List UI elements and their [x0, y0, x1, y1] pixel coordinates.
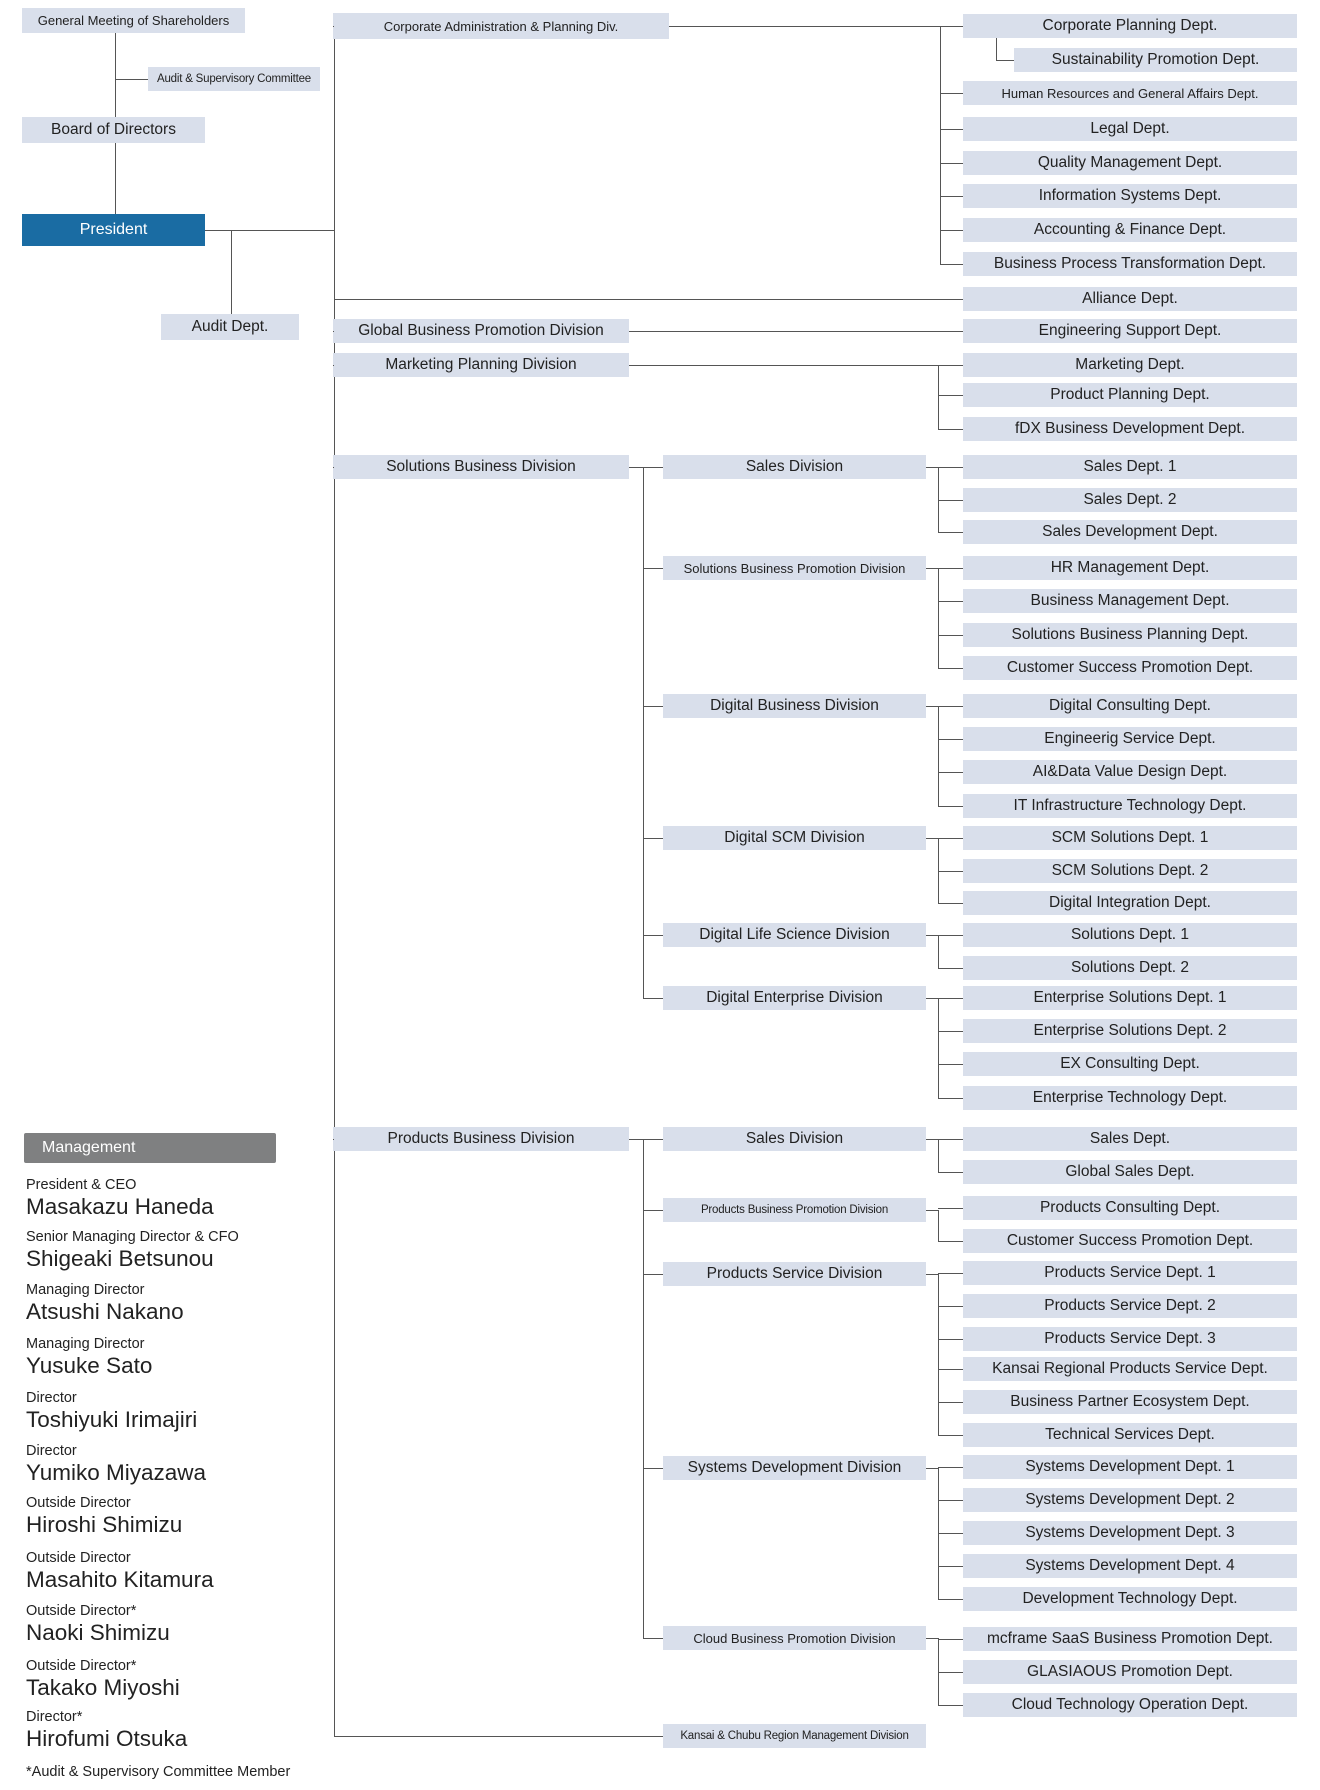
management-member-name: Masakazu Haneda	[26, 1194, 214, 1219]
connector-line	[938, 706, 963, 707]
connector-line	[938, 838, 963, 839]
connector-line	[938, 1210, 939, 1241]
connector-line	[938, 532, 963, 533]
management-member-name: Hirofumi Otsuka	[26, 1726, 188, 1751]
connector-line	[938, 1402, 963, 1403]
connector-line	[938, 365, 939, 429]
connector-line	[940, 93, 963, 94]
products-dept-box-0-1: Global Sales Dept.	[963, 1160, 1297, 1184]
solutions-dept-box-1-0: HR Management Dept.	[963, 556, 1297, 580]
connector-line	[938, 998, 939, 1098]
connector-line	[938, 772, 963, 773]
solutions-dept-box-2-0: Digital Consulting Dept.	[963, 694, 1297, 718]
solutions-dept-box-3-0: SCM Solutions Dept. 1	[963, 826, 1297, 850]
connector-line	[938, 1672, 963, 1673]
products-dept-box-4-1: GLASIAOUS Promotion Dept.	[963, 1660, 1297, 1684]
solutions-sub-division-box-2: Digital Business Division	[663, 694, 926, 718]
connector-line	[938, 568, 939, 668]
connector-line	[938, 935, 963, 936]
connector-line	[333, 365, 334, 366]
products-sub-division-box-4: Cloud Business Promotion Division	[663, 1626, 926, 1650]
connector-line	[231, 230, 232, 314]
connector-line	[940, 129, 963, 130]
connector-line	[926, 1139, 938, 1140]
connector-line	[938, 1705, 963, 1706]
connector-line	[938, 601, 963, 602]
management-member-name: Shigeaki Betsunou	[26, 1246, 214, 1271]
connector-line	[940, 163, 963, 164]
products-dept-box-4-0: mcframe SaaS Business Promotion Dept.	[963, 1627, 1297, 1651]
dept-box-marketing-1: Product Planning Dept.	[963, 383, 1297, 407]
dept-box-corporate-0: Corporate Planning Dept.	[963, 14, 1297, 38]
solutions-sub-division-box-4: Digital Life Science Division	[663, 923, 926, 947]
products-dept-box-4-2: Cloud Technology Operation Dept.	[963, 1693, 1297, 1717]
products-dept-box-2-2: Products Service Dept. 3	[963, 1327, 1297, 1351]
products-dept-box-3-4: Development Technology Dept.	[963, 1587, 1297, 1611]
marketing-planning-division-box: Marketing Planning Division	[333, 353, 629, 377]
connector-line	[926, 568, 938, 569]
connector-line	[926, 467, 938, 468]
products-dept-box-0-0: Sales Dept.	[963, 1127, 1297, 1151]
engineering-support-dept-box: Engineering Support Dept.	[963, 319, 1297, 343]
connector-line	[938, 1533, 963, 1534]
connector-line	[643, 1210, 663, 1211]
solutions-dept-box-1-2: Solutions Business Planning Dept.	[963, 623, 1297, 647]
connector-line	[334, 25, 335, 1736]
connector-line	[938, 1064, 963, 1065]
connector-line	[938, 1639, 963, 1640]
connector-line	[629, 331, 963, 332]
products-sub-division-box-3: Systems Development Division	[663, 1456, 926, 1480]
connector-line	[334, 299, 963, 300]
connector-line	[926, 1210, 938, 1211]
corporate-division-box: Corporate Administration & Planning Div.	[333, 13, 669, 39]
kansai-chubu-division-box: Kansai & Chubu Region Management Division	[663, 1724, 926, 1748]
management-header: Management	[24, 1133, 276, 1163]
connector-line	[938, 395, 963, 396]
solutions-dept-box-3-1: SCM Solutions Dept. 2	[963, 859, 1297, 883]
connector-line	[938, 1172, 963, 1173]
connector-line	[938, 1098, 963, 1099]
dept-box-corporate-7: Business Process Transformation Dept.	[963, 252, 1297, 276]
connector-line	[669, 26, 940, 27]
management-member-title: Outside Director	[26, 1495, 131, 1511]
connector-line	[643, 1139, 663, 1140]
connector-line	[938, 1241, 963, 1242]
connector-line	[938, 998, 963, 999]
management-member-name: Atsushi Nakano	[26, 1299, 184, 1324]
solutions-dept-box-3-2: Digital Integration Dept.	[963, 891, 1297, 915]
connector-line	[643, 935, 663, 936]
products-dept-box-3-2: Systems Development Dept. 3	[963, 1521, 1297, 1545]
products-dept-box-3-3: Systems Development Dept. 4	[963, 1554, 1297, 1578]
management-member-name: Toshiyuki Irimajiri	[26, 1407, 198, 1432]
board-of-directors-box: Board of Directors	[22, 117, 205, 143]
connector-line	[938, 1339, 963, 1340]
solutions-dept-box-2-1: Engineerig Service Dept.	[963, 727, 1297, 751]
connector-line	[938, 1435, 963, 1436]
connector-line	[938, 429, 963, 430]
management-member-title: Director*	[26, 1709, 83, 1725]
solutions-division-box: Solutions Business Division	[333, 455, 629, 479]
connector-line	[333, 1139, 334, 1140]
management-member-title: Director	[26, 1390, 77, 1406]
solutions-dept-box-5-0: Enterprise Solutions Dept. 1	[963, 986, 1297, 1010]
products-dept-box-2-5: Technical Services Dept.	[963, 1423, 1297, 1447]
connector-line	[926, 1638, 938, 1639]
connector-line	[926, 1274, 938, 1275]
products-sub-division-box-0: Sales Division	[663, 1127, 926, 1151]
solutions-dept-box-0-0: Sales Dept. 1	[963, 455, 1297, 479]
solutions-dept-box-5-1: Enterprise Solutions Dept. 2	[963, 1019, 1297, 1043]
products-dept-box-3-0: Systems Development Dept. 1	[963, 1455, 1297, 1479]
connector-line	[643, 1638, 663, 1639]
dept-box-corporate-5: Information Systems Dept.	[963, 184, 1297, 208]
solutions-sub-division-box-0: Sales Division	[663, 455, 926, 479]
connector-line	[938, 1369, 963, 1370]
alliance-dept-box: Alliance Dept.	[963, 287, 1297, 311]
products-sub-division-box-2: Products Service Division	[663, 1262, 926, 1286]
solutions-dept-box-0-1: Sales Dept. 2	[963, 488, 1297, 512]
connector-line	[938, 968, 963, 969]
management-member-name: Takako Miyoshi	[26, 1675, 180, 1700]
connector-line	[938, 1273, 963, 1274]
connector-line	[938, 1031, 963, 1032]
products-dept-box-2-4: Business Partner Ecosystem Dept.	[963, 1390, 1297, 1414]
connector-line	[334, 1736, 663, 1737]
connector-line	[333, 331, 334, 332]
shareholders-meeting-box: General Meeting of Shareholders	[22, 8, 245, 33]
connector-line	[938, 467, 963, 468]
dept-box-corporate-4: Quality Management Dept.	[963, 151, 1297, 175]
connector-line	[938, 1208, 963, 1209]
management-member-title: Managing Director	[26, 1282, 145, 1298]
connector-line	[996, 38, 997, 60]
president-box: President	[22, 214, 205, 246]
management-member-name: Yusuke Sato	[26, 1353, 153, 1378]
connector-line	[926, 706, 938, 707]
solutions-dept-box-5-2: EX Consulting Dept.	[963, 1052, 1297, 1076]
management-member-title: Senior Managing Director & CFO	[26, 1229, 239, 1245]
management-member-title: Outside Director	[26, 1550, 131, 1566]
dept-box-corporate-3: Legal Dept.	[963, 117, 1297, 141]
management-member-name: Naoki Shimizu	[26, 1620, 170, 1645]
products-dept-box-1-1: Customer Success Promotion Dept.	[963, 1229, 1297, 1253]
dept-box-corporate-6: Accounting & Finance Dept.	[963, 218, 1297, 242]
connector-line	[938, 1139, 963, 1140]
connector-line	[643, 1274, 663, 1275]
solutions-dept-box-5-3: Enterprise Technology Dept.	[963, 1086, 1297, 1110]
connector-line	[938, 1599, 963, 1600]
products-division-box: Products Business Division	[333, 1127, 629, 1151]
solutions-sub-division-box-1: Solutions Business Promotion Division	[663, 556, 926, 580]
connector-line	[940, 230, 963, 231]
products-sub-division-box-1: Products Business Promotion Division	[663, 1198, 926, 1222]
connector-line	[940, 264, 963, 265]
connector-line	[643, 568, 663, 569]
connector-line	[643, 1468, 663, 1469]
products-dept-box-3-1: Systems Development Dept. 2	[963, 1488, 1297, 1512]
management-member-name: Hiroshi Shimizu	[26, 1512, 183, 1537]
products-dept-box-2-3: Kansai Regional Products Service Dept.	[963, 1357, 1297, 1381]
solutions-sub-division-box-5: Digital Enterprise Division	[663, 986, 926, 1010]
connector-line	[926, 838, 938, 839]
connector-line	[996, 60, 1014, 61]
connector-line	[938, 668, 963, 669]
connector-line	[938, 1500, 963, 1501]
connector-line	[115, 79, 148, 80]
connector-line	[938, 365, 963, 366]
management-footnote: *Audit & Supervisory Committee Member	[26, 1764, 291, 1780]
connector-line	[938, 1139, 939, 1172]
solutions-dept-box-2-2: AI&Data Value Design Dept.	[963, 760, 1297, 784]
audit-dept-box: Audit Dept.	[161, 314, 299, 340]
connector-line	[938, 706, 939, 806]
connector-line	[938, 739, 963, 740]
management-member-title: Outside Director*	[26, 1658, 137, 1674]
connector-line	[940, 26, 963, 27]
connector-line	[205, 230, 334, 231]
connector-line	[938, 500, 963, 501]
connector-line	[643, 1139, 644, 1638]
connector-line	[926, 935, 938, 936]
connector-line	[938, 871, 963, 872]
connector-line	[938, 935, 939, 968]
solutions-dept-box-4-0: Solutions Dept. 1	[963, 923, 1297, 947]
management-member-title: President & CEO	[26, 1177, 137, 1193]
connector-line	[629, 365, 938, 366]
connector-line	[643, 467, 663, 468]
management-member-title: Director	[26, 1443, 77, 1459]
global-business-division-box: Global Business Promotion Division	[333, 319, 629, 343]
solutions-dept-box-0-2: Sales Development Dept.	[963, 520, 1297, 544]
connector-line	[938, 635, 963, 636]
connector-line	[333, 467, 334, 468]
connector-line	[938, 1566, 963, 1567]
solutions-dept-box-1-1: Business Management Dept.	[963, 589, 1297, 613]
management-member-title: Outside Director*	[26, 1603, 137, 1619]
management-member-title: Managing Director	[26, 1336, 145, 1352]
products-dept-box-2-1: Products Service Dept. 2	[963, 1294, 1297, 1318]
connector-line	[926, 998, 938, 999]
connector-line	[115, 33, 116, 117]
connector-line	[643, 467, 644, 998]
connector-line	[926, 1468, 938, 1469]
connector-line	[938, 806, 963, 807]
dept-box-corporate-2: Human Resources and General Affairs Dept.	[963, 81, 1297, 105]
connector-line	[333, 26, 334, 27]
connector-line	[643, 706, 663, 707]
connector-line	[115, 143, 116, 214]
products-dept-box-2-0: Products Service Dept. 1	[963, 1261, 1297, 1285]
connector-line	[938, 1274, 939, 1435]
connector-line	[938, 568, 963, 569]
management-member-name: Yumiko Miyazawa	[26, 1460, 207, 1485]
connector-line	[643, 998, 663, 999]
audit-committee-box: Audit & Supervisory Committee	[148, 67, 320, 91]
management-member-name: Masahito Kitamura	[26, 1567, 214, 1592]
products-dept-box-1-0: Products Consulting Dept.	[963, 1196, 1297, 1220]
solutions-dept-box-4-1: Solutions Dept. 2	[963, 956, 1297, 980]
connector-line	[940, 196, 963, 197]
dept-box-sustainability-promotion: Sustainability Promotion Dept.	[1014, 48, 1297, 72]
connector-line	[938, 1306, 963, 1307]
connector-line	[938, 903, 963, 904]
connector-line	[938, 1467, 963, 1468]
dept-box-marketing-0: Marketing Dept.	[963, 353, 1297, 377]
connector-line	[643, 838, 663, 839]
dept-box-marketing-2: fDX Business Development Dept.	[963, 417, 1297, 441]
solutions-dept-box-1-3: Customer Success Promotion Dept.	[963, 656, 1297, 680]
solutions-sub-division-box-3: Digital SCM Division	[663, 826, 926, 850]
solutions-dept-box-2-3: IT Infrastructure Technology Dept.	[963, 794, 1297, 818]
